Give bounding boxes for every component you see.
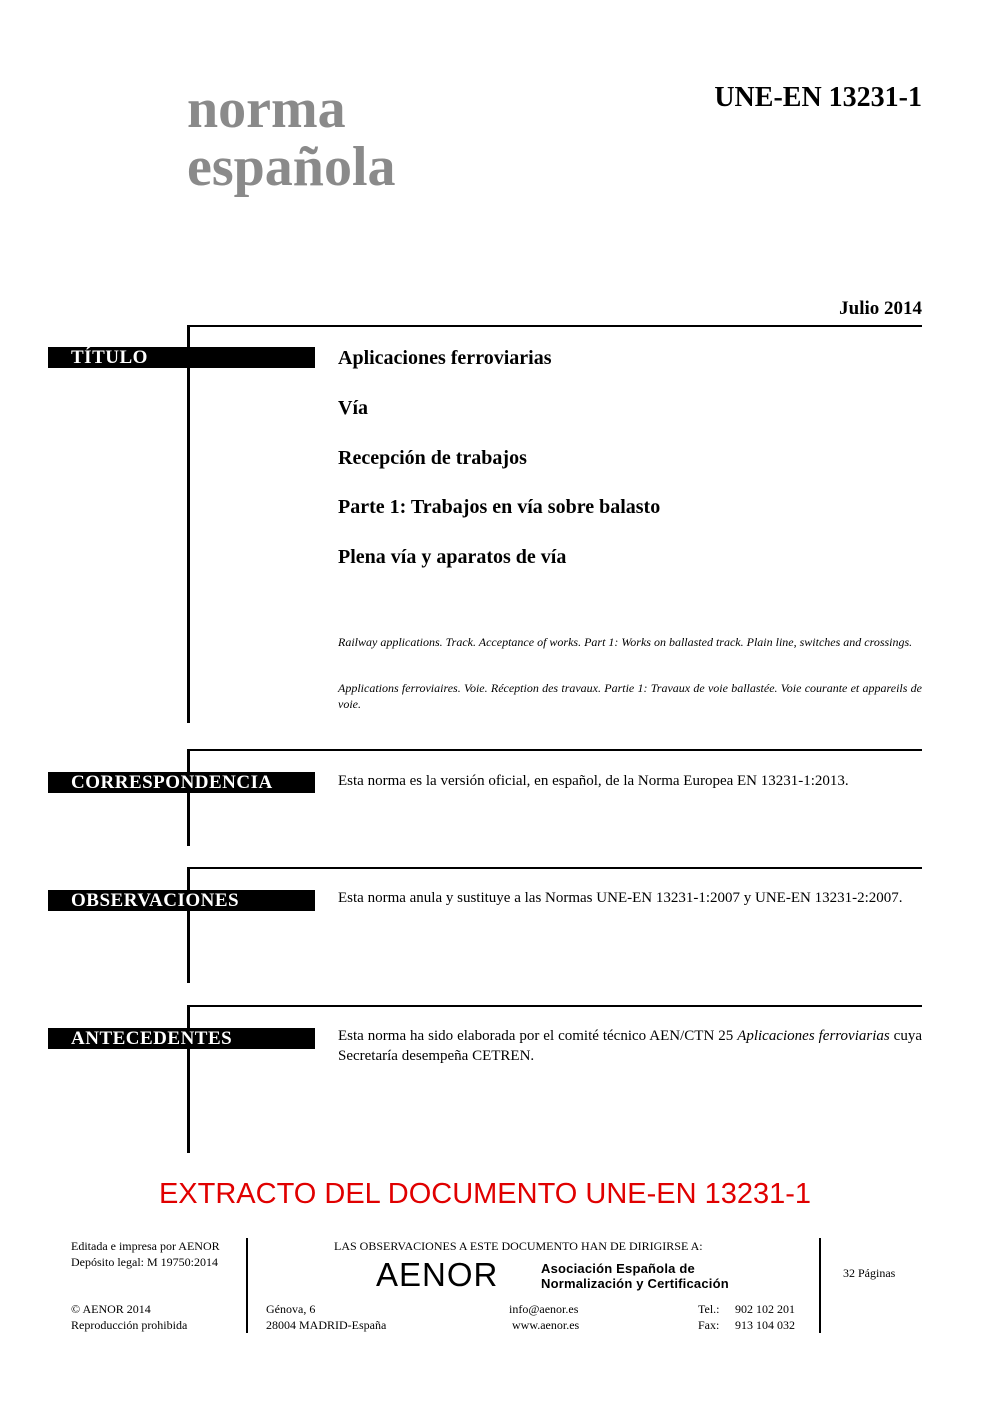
address-line-2: 28004 MADRID-España	[266, 1318, 387, 1332]
phone-row	[698, 1301, 795, 1317]
section-divider-titulo	[187, 325, 922, 327]
reproduction-notice: Reproducción prohibida	[71, 1318, 188, 1332]
footer-edition-info	[71, 1238, 220, 1270]
footer-divider-left	[246, 1238, 248, 1333]
label-antecedentes: ANTECEDENTES	[48, 1028, 315, 1049]
footer-divider-right	[819, 1238, 821, 1333]
contact-email: info@aenor.es	[509, 1302, 579, 1316]
antecedentes-text	[338, 1026, 922, 1066]
publication-date: Julio 2014	[839, 298, 922, 319]
title-line-2: Vía	[338, 397, 368, 419]
aenor-logo-word: AENOR	[376, 1256, 499, 1293]
antecedentes-committee-name: Aplicaciones ferroviarias	[737, 1028, 890, 1044]
aenor-logo	[376, 1256, 498, 1294]
legal-deposit: Depósito legal: M 19750:2014	[71, 1255, 218, 1269]
title-line-3: Recepción de trabajos	[338, 447, 527, 469]
section-bar-titulo	[187, 325, 190, 723]
contact-web: www.aenor.es	[512, 1318, 580, 1332]
title-line-5: Plena vía y aparatos de vía	[338, 546, 567, 568]
edited-by: Editada e impresa por AENOR	[71, 1239, 220, 1253]
french-title: Applications ferroviaires. Voie. Réception des travaux. Partie 1: Travaux de voie ballastée. Voie courante et appareils de voie.	[338, 681, 922, 711]
aenor-logo-subtitle	[541, 1261, 729, 1291]
english-title: Railway applications. Track. Acceptance of works. Part 1: Works on ballasted track. Plain line, switches and crossings.	[338, 635, 913, 649]
section-divider-observaciones	[187, 867, 922, 869]
section-bar-observaciones	[187, 867, 190, 983]
title-line-1: Aplicaciones ferroviarias	[338, 347, 552, 369]
brand-wordmark	[187, 80, 396, 196]
fax-label: Fax:	[698, 1318, 720, 1332]
title-line-4: Parte 1: Trabajos en vía sobre balasto	[338, 496, 661, 518]
section-bar-correspondencia	[187, 749, 190, 846]
extract-banner: EXTRACTO DEL DOCUMENTO UNE-EN 13231-1	[158, 1178, 812, 1210]
standard-code: UNE-EN 13231-1	[714, 82, 922, 113]
antecedentes-text-before: Esta norma ha sido elaborada por el comité técnico AEN/CTN 25	[338, 1028, 738, 1044]
footer-contact-online	[509, 1301, 579, 1333]
logo-sub-line-2: Normalización y Certificación	[541, 1276, 729, 1291]
fax-row	[698, 1317, 795, 1333]
label-titulo: TÍTULO	[48, 347, 315, 368]
brand-line-1: norma	[187, 78, 346, 140]
footer-contact-phone	[698, 1301, 795, 1333]
brand-line-2: española	[187, 136, 396, 198]
label-observaciones: OBSERVACIONES	[48, 890, 315, 911]
copyright: © AENOR 2014	[71, 1302, 151, 1316]
section-divider-correspondencia	[187, 749, 922, 751]
address-line-1: Génova, 6	[266, 1302, 316, 1316]
footer-copyright-info	[71, 1301, 187, 1333]
tel-label: Tel.:	[698, 1302, 720, 1316]
tel-value: 902 102 201	[735, 1302, 795, 1316]
observations-note: LAS OBSERVACIONES A ESTE DOCUMENTO HAN DE DIRIGIRSE A:	[334, 1239, 703, 1253]
logo-sub-line-1: Asociación Española de	[541, 1261, 695, 1276]
page-count: 32 Páginas	[843, 1266, 896, 1280]
section-divider-antecedentes	[187, 1005, 922, 1007]
correspondencia-text: Esta norma es la versión oficial, en español, de la Norma Europea EN 13231-1:2013.	[338, 773, 849, 789]
footer-address	[266, 1301, 386, 1333]
label-correspondencia: CORRESPONDENCIA	[48, 772, 315, 793]
antecedentes-text-after: cuya Secretaría desempeña CETREN.	[338, 1028, 923, 1064]
observaciones-text: Esta norma anula y sustituye a las Normas UNE-EN 13231-1:2007 y UNE-EN 13231-2:2007.	[338, 890, 903, 906]
fax-value: 913 104 032	[735, 1318, 795, 1332]
